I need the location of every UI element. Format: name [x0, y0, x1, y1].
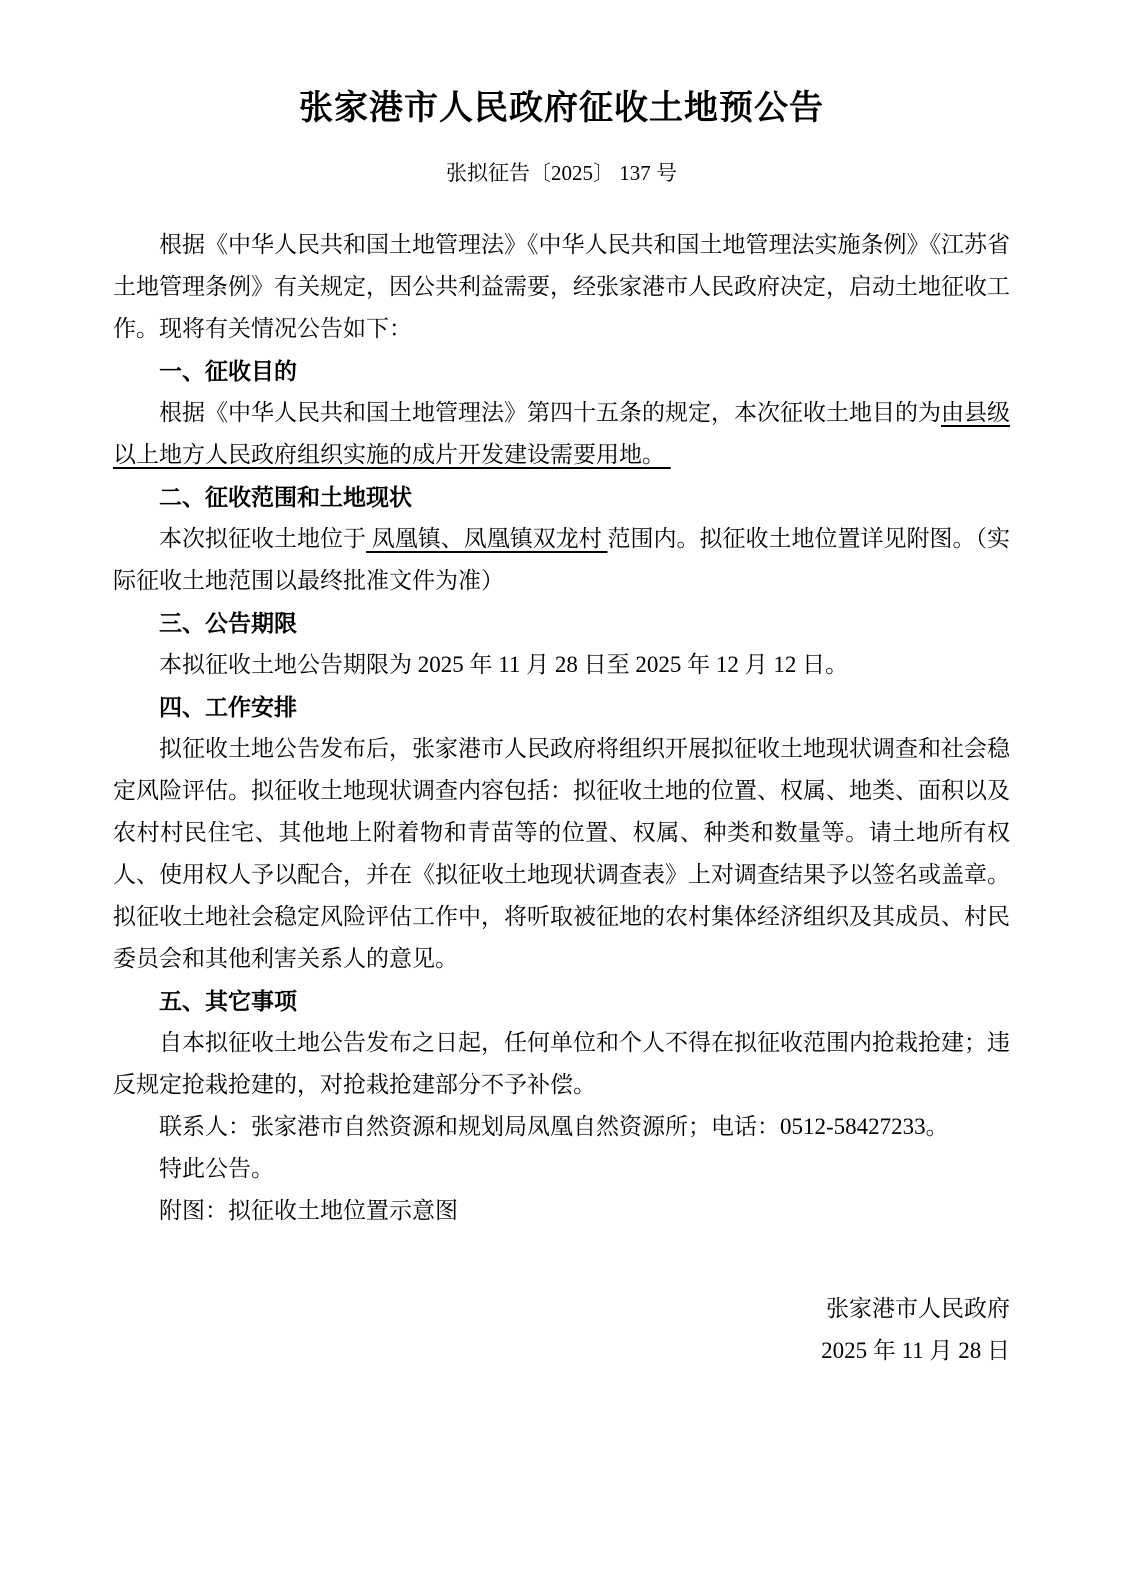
section-2-heading: 二、征收范围和土地现状	[159, 484, 412, 510]
section-5-paragraph-contact: 联系人：张家港市自然资源和规划局凤凰自然资源所；电话：0512-58427233。	[159, 1114, 949, 1139]
section-3-paragraph: 本拟征收土地公告期限为 2025 年 11 月 28 日至 2025 年 12 月 12 日。	[159, 652, 849, 677]
section-1-paragraph	[113, 392, 1010, 476]
intro-paragraph: 根据《中华人民共和国土地管理法》《中华人民共和国土地管理法实施条例》《江苏省土地管理条例》有关规定，因公共利益需要，经张家港市人民政府决定，启动土地征收工作。现将有关情况公告如下：	[113, 232, 1010, 341]
section-5-paragraph-closing: 特此公告。	[159, 1156, 274, 1181]
section-5-paragraph-restrictions: 自本拟征收土地公告发布之日起，任何单位和个人不得在拟征收范围内抢栽抢建；违反规定抢栽抢建的，对抢栽抢建部分不予补偿。	[113, 1030, 1010, 1097]
document-number: 张拟征告〔2025〕 137 号	[446, 161, 677, 185]
signature-block	[113, 1288, 1010, 1372]
section-2-paragraph	[113, 518, 1010, 602]
signature-date: 2025 年 11 月 28 日	[821, 1338, 1010, 1363]
section-2-suffix-text: 范围内。拟征收土地位置详见附图。（实际征收土地范围以最终批准文件为准）	[113, 526, 1010, 593]
section-4-heading: 四、工作安排	[159, 694, 297, 720]
section-2-prefix-text: 本次拟征收土地位于	[159, 526, 366, 551]
section-2-underlined-text: 凤凰镇、凤凰镇双龙村	[366, 526, 608, 551]
document-title: 张家港市人民政府征收土地预公告	[299, 90, 824, 127]
section-1-heading: 一、征收目的	[159, 358, 297, 384]
section-1-underlined-text: 由县级以上地方人民政府组织实施的成片开发建设需要用地。	[113, 400, 1010, 467]
section-4-paragraph: 拟征收土地公告发布后，张家港市人民政府将组织开展拟征收土地现状调查和社会稳定风险评估。拟征收土地现状调查内容包括：拟征收土地的位置、权属、地类、面积以及农村村民住宅、其他地上附着物和青苗等的位置、权属、种类和数量等。请土地所有权人、使用权人予以配合，并在《拟征收土地现状调查表》上对调查结果予以签名或盖章。拟征收土地社会稳定风险评估工作中，将听取被征地的农村集体经济组织及其成员、村民委员会和其他利害关系人的意见。	[113, 736, 1010, 971]
section-1-text: 根据《中华人民共和国土地管理法》第四十五条的规定，本次征收土地目的为	[159, 400, 941, 425]
signature-issuer: 张家港市人民政府	[826, 1296, 1010, 1321]
section-5-heading: 五、其它事项	[159, 988, 297, 1014]
section-3-heading: 三、公告期限	[159, 610, 297, 636]
section-5-paragraph-attachment: 附图：拟征收土地位置示意图	[159, 1198, 458, 1223]
